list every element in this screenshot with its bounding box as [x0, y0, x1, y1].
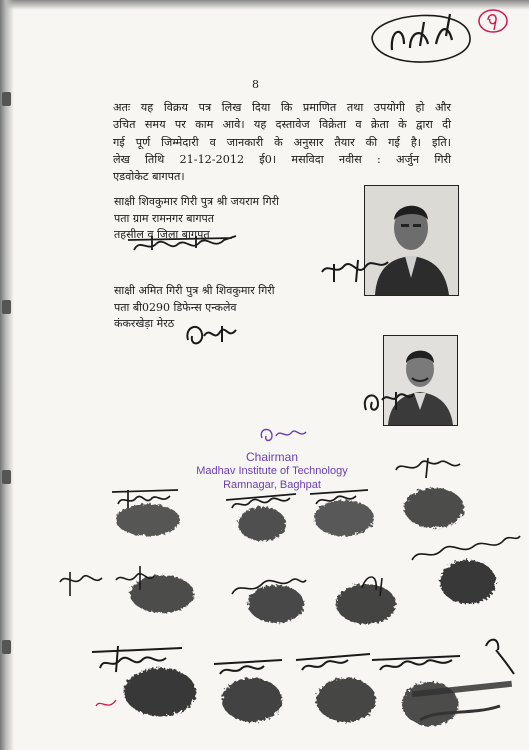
photo-one-signature	[322, 260, 388, 282]
witness-two-city: कंकरखेड़ा मेरठ	[114, 317, 175, 330]
witness-two-name: साक्षी अमित गिरी पुत्र श्री शिवकुमार गिरी	[114, 284, 275, 297]
stamp-title: Chairman	[245, 450, 299, 464]
witness-one-address: पता ग्राम रामनगर बागपत	[114, 211, 215, 225]
stamp-institute: Madhav Institute of Technology	[196, 465, 348, 477]
witness-one-district: तहसील व जिला बागपत	[114, 228, 210, 241]
page-marker-mark	[372, 10, 507, 62]
witness-two-signature	[187, 326, 236, 343]
paragraph-line: एडवोकेट बागपत।	[113, 170, 185, 184]
witness-one-signature	[128, 236, 236, 250]
stamp-initials	[261, 429, 306, 440]
paragraph-line: गई पूर्ण जिम्मेदारी व जानकारी के अनुसार तैयार की गई है। इति।	[113, 135, 451, 149]
witness-one-name: साक्षी शिवकुमार गिरी पुत्र श्री जयराम गिरी	[114, 195, 280, 208]
paragraph-line: अतः यह विक्रय पत्र लिख दिया कि प्रमाणित तथा उपयोगी हो और	[113, 101, 451, 114]
photo-two-signature	[365, 392, 414, 410]
paragraph-line: उचित समय पर काम आवे। यह दस्तावेज विक्रेता व क्रेता के द्वारा दी	[113, 118, 451, 132]
page-number: 8	[252, 78, 259, 91]
paragraph-line: लेख तिथि 21-12-2012 ई0। मसविदा नवीस : अर्जुन गिरी	[113, 152, 451, 166]
witness-two-address: पता बी0290 डिफेन्स एन्कलेव	[114, 300, 237, 314]
stamp-place: Ramnagar, Baghpat	[223, 479, 321, 491]
